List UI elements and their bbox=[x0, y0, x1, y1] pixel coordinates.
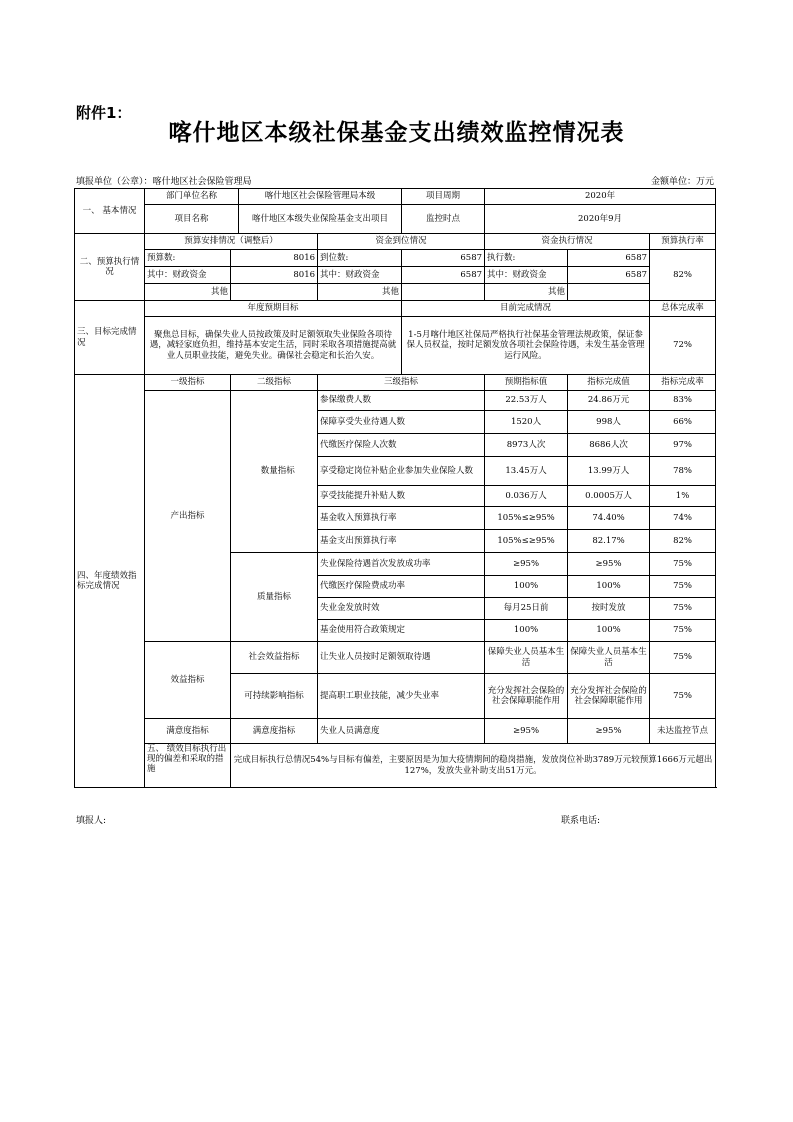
budget-arrive-header: 资金到位情况 bbox=[318, 234, 485, 250]
budget-other-value bbox=[231, 284, 318, 301]
indicator-actual: 82.17% bbox=[568, 530, 650, 553]
exec-other-value bbox=[568, 284, 650, 301]
benefit-indicator: 效益指标 bbox=[145, 642, 231, 719]
social-benefit-indicator: 社会效益指标 bbox=[231, 642, 318, 674]
indicator-actual: ≥95% bbox=[568, 553, 650, 576]
indicator-actual: 保障失业人员基本生活 bbox=[568, 642, 650, 674]
page-title: 喀什地区本级社保基金支出绩效监控情况表 bbox=[168, 120, 625, 146]
indicator-expected: 0.036万人 bbox=[485, 486, 568, 507]
indicator-rate: 1% bbox=[650, 486, 716, 507]
actual-header: 指标完成值 bbox=[568, 375, 650, 391]
project-label: 项目名称 bbox=[145, 205, 239, 234]
indicator-name: 享受稳定岗位补贴企业参加失业保险人数 bbox=[318, 457, 485, 486]
current-status-text: 1-5月喀什地区社保局严格执行社保基金管理法规政策，保证参保人员权益，按时足额发放各项社会保险待遇，未发生基金管理运行风险。 bbox=[402, 317, 650, 375]
budget-fiscal-label: 其中：财政资金 bbox=[145, 267, 231, 284]
arrive-other-value bbox=[402, 284, 485, 301]
indicator-rate: 75% bbox=[650, 674, 716, 719]
indicator-expected: ≥95% bbox=[485, 553, 568, 576]
overall-rate-value: 72% bbox=[650, 317, 716, 375]
arrive-amount-value: 6587 bbox=[402, 250, 485, 267]
exec-other-label: 其他 bbox=[485, 284, 568, 301]
indicator-rate: 74% bbox=[650, 507, 716, 530]
indicator-name: 代缴医疗保险人次数 bbox=[318, 434, 485, 457]
indicator-name: 失业金发放时效 bbox=[318, 598, 485, 620]
indicator-actual: 998人 bbox=[568, 411, 650, 434]
indicator-expected: 22.53万人 bbox=[485, 391, 568, 411]
indicator-name: 失业人员满意度 bbox=[318, 719, 485, 744]
indicator-actual: 100% bbox=[568, 620, 650, 642]
overall-rate-header: 总体完成率 bbox=[650, 301, 716, 317]
budget-fiscal-value: 8016 bbox=[231, 267, 318, 284]
indicator-name: 提高职工职业技能，减少失业率 bbox=[318, 674, 485, 719]
indicator-expected: 充分发挥社会保险的社会保障职能作用 bbox=[485, 674, 568, 719]
level3-header: 三级指标 bbox=[318, 375, 485, 391]
budget-arrange-header: 预算安排情况（调整后） bbox=[145, 234, 318, 250]
indicator-name: 享受技能提升补贴人数 bbox=[318, 486, 485, 507]
budget-other-label: 其他 bbox=[145, 284, 231, 301]
deviation-section-label: 五、 绩效目标执行出现的偏差和采取的措施 bbox=[147, 744, 227, 775]
output-indicator: 产出指标 bbox=[145, 391, 231, 642]
budget-amount-value: 8016 bbox=[231, 250, 318, 267]
sustain-indicator: 可持续影响指标 bbox=[231, 674, 318, 719]
indicator-expected: 13.45万人 bbox=[485, 457, 568, 486]
indicator-expected: 1520人 bbox=[485, 411, 568, 434]
quantity-indicator: 数量指标 bbox=[239, 391, 318, 553]
satisfaction-indicator-l2: 满意度指标 bbox=[231, 719, 318, 744]
exec-amount-label: 执行数: bbox=[485, 250, 568, 267]
indicator-actual: 8686人次 bbox=[568, 434, 650, 457]
period-label: 项目周期 bbox=[402, 189, 485, 205]
indicator-expected: 100% bbox=[485, 576, 568, 598]
budget-amount-label: 预算数: bbox=[145, 250, 231, 267]
level2-header: 二级指标 bbox=[231, 375, 318, 391]
indicator-name: 代缴医疗保险费成功率 bbox=[318, 576, 485, 598]
indicator-expected: 保障失业人员基本生活 bbox=[485, 642, 568, 674]
arrive-fiscal-label: 其中：财政资金 bbox=[318, 267, 402, 284]
indicator-name: 失业保险待遇首次发放成功率 bbox=[318, 553, 485, 576]
indicator-expected: 105%≤≥95% bbox=[485, 507, 568, 530]
section-indicators: 四、年度绩效指标完成情况 bbox=[75, 375, 145, 788]
indicator-expected: ≥95% bbox=[485, 719, 568, 744]
indicator-name: 基金收入预算执行率 bbox=[318, 507, 485, 530]
indicator-rate: 97% bbox=[650, 434, 716, 457]
indicator-rate: 75% bbox=[650, 598, 716, 620]
arrive-amount-label: 到位数: bbox=[318, 250, 402, 267]
exec-amount-value: 6587 bbox=[568, 250, 650, 267]
filler-label: 填报人: bbox=[76, 816, 107, 826]
indicator-actual: 充分发挥社会保险的社会保障职能作用 bbox=[568, 674, 650, 719]
section-target: 三、目标完成情况 bbox=[75, 301, 145, 375]
indicator-expected: 100% bbox=[485, 620, 568, 642]
indicator-rate: 66% bbox=[650, 411, 716, 434]
indicator-rate: 75% bbox=[650, 642, 716, 674]
indicator-name: 让失业人员按时足额领取待遇 bbox=[318, 642, 485, 674]
budget-exec-rate: 82% bbox=[650, 250, 716, 301]
indicator-actual: 24.86万元 bbox=[568, 391, 650, 411]
indicator-actual: 按时发放 bbox=[568, 598, 650, 620]
filling-unit: 填报单位（公章）：喀什地区社会保险管理局 bbox=[76, 177, 252, 187]
indicator-actual: 74.40% bbox=[568, 507, 650, 530]
indicator-rate: 82% bbox=[650, 530, 716, 553]
attachment-label: 附件1： bbox=[76, 104, 132, 122]
indicator-actual: 13.99万人 bbox=[568, 457, 650, 486]
section-deviation bbox=[145, 744, 231, 788]
indicator-rate: 75% bbox=[650, 576, 716, 598]
monitor-label: 监控时点 bbox=[402, 205, 485, 234]
expected-header: 预期指标值 bbox=[485, 375, 568, 391]
indicator-rate: 78% bbox=[650, 457, 716, 486]
level1-header: 一级指标 bbox=[145, 375, 231, 391]
section-basic: 一、 基本情况 bbox=[75, 189, 145, 234]
indicator-actual: 100% bbox=[568, 576, 650, 598]
quantity-spacer bbox=[231, 391, 239, 553]
indicator-expected: 8973人次 bbox=[485, 434, 568, 457]
deviation-text: 完成目标执行总情况54%与目标有偏差，主要原因是为加大疫情期间的稳岗措施，发放岗位补助3789万元较预算1666万元超出127%，发放失业补助支出51万元。 bbox=[231, 744, 716, 788]
current-status-header: 目前完成情况 bbox=[402, 301, 650, 317]
exec-fiscal-label: 其中：财政资金 bbox=[485, 267, 568, 284]
indicator-name: 基金使用符合政策规定 bbox=[318, 620, 485, 642]
contact-phone-label: 联系电话: bbox=[561, 816, 601, 826]
arrive-other-label: 其他 bbox=[318, 284, 402, 301]
indicator-rate: 75% bbox=[650, 620, 716, 642]
rate-header: 指标完成率 bbox=[650, 375, 716, 391]
satisfaction-indicator-l1: 满意度指标 bbox=[145, 719, 231, 744]
indicator-name: 保障享受失业待遇人数 bbox=[318, 411, 485, 434]
project-value: 喀什地区本级失业保险基金支出项目 bbox=[239, 205, 402, 234]
budget-exec-header: 资金执行情况 bbox=[485, 234, 650, 250]
indicator-rate: 未达监控节点 bbox=[650, 719, 716, 744]
period-value: 2020年 bbox=[485, 189, 716, 205]
indicator-actual: 0.0005万人 bbox=[568, 486, 650, 507]
arrive-fiscal-value: 6587 bbox=[402, 267, 485, 284]
indicator-expected: 105%≤≥95% bbox=[485, 530, 568, 553]
dept-value: 喀什地区社会保险管理局本级 bbox=[239, 189, 402, 205]
indicator-actual: ≥95% bbox=[568, 719, 650, 744]
monitor-value: 2020年9月 bbox=[485, 205, 716, 234]
quality-indicator: 质量指标 bbox=[231, 553, 318, 642]
indicator-name: 基金支出预算执行率 bbox=[318, 530, 485, 553]
annual-target-header: 年度预期目标 bbox=[145, 301, 402, 317]
performance-table bbox=[74, 188, 716, 788]
indicator-rate: 83% bbox=[650, 391, 716, 411]
budget-rate-header: 预算执行率 bbox=[650, 234, 716, 250]
money-unit: 金额单位：万元 bbox=[650, 177, 714, 187]
indicator-expected: 每月25日前 bbox=[485, 598, 568, 620]
section-budget: 二、预算执行情况 bbox=[75, 234, 145, 301]
annual-target-text: 聚焦总目标，确保失业人员按政策及时足额领取失业保险各项待遇，减轻家庭负担，维持基本安定生活，同时采取各项措施提高就业人员职业技能，避免失业。确保社会稳定和长治久安。 bbox=[145, 317, 402, 375]
indicator-name: 参保缴费人数 bbox=[318, 391, 485, 411]
exec-fiscal-value: 6587 bbox=[568, 267, 650, 284]
dept-label: 部门单位名称 bbox=[145, 189, 239, 205]
indicator-rate: 75% bbox=[650, 553, 716, 576]
